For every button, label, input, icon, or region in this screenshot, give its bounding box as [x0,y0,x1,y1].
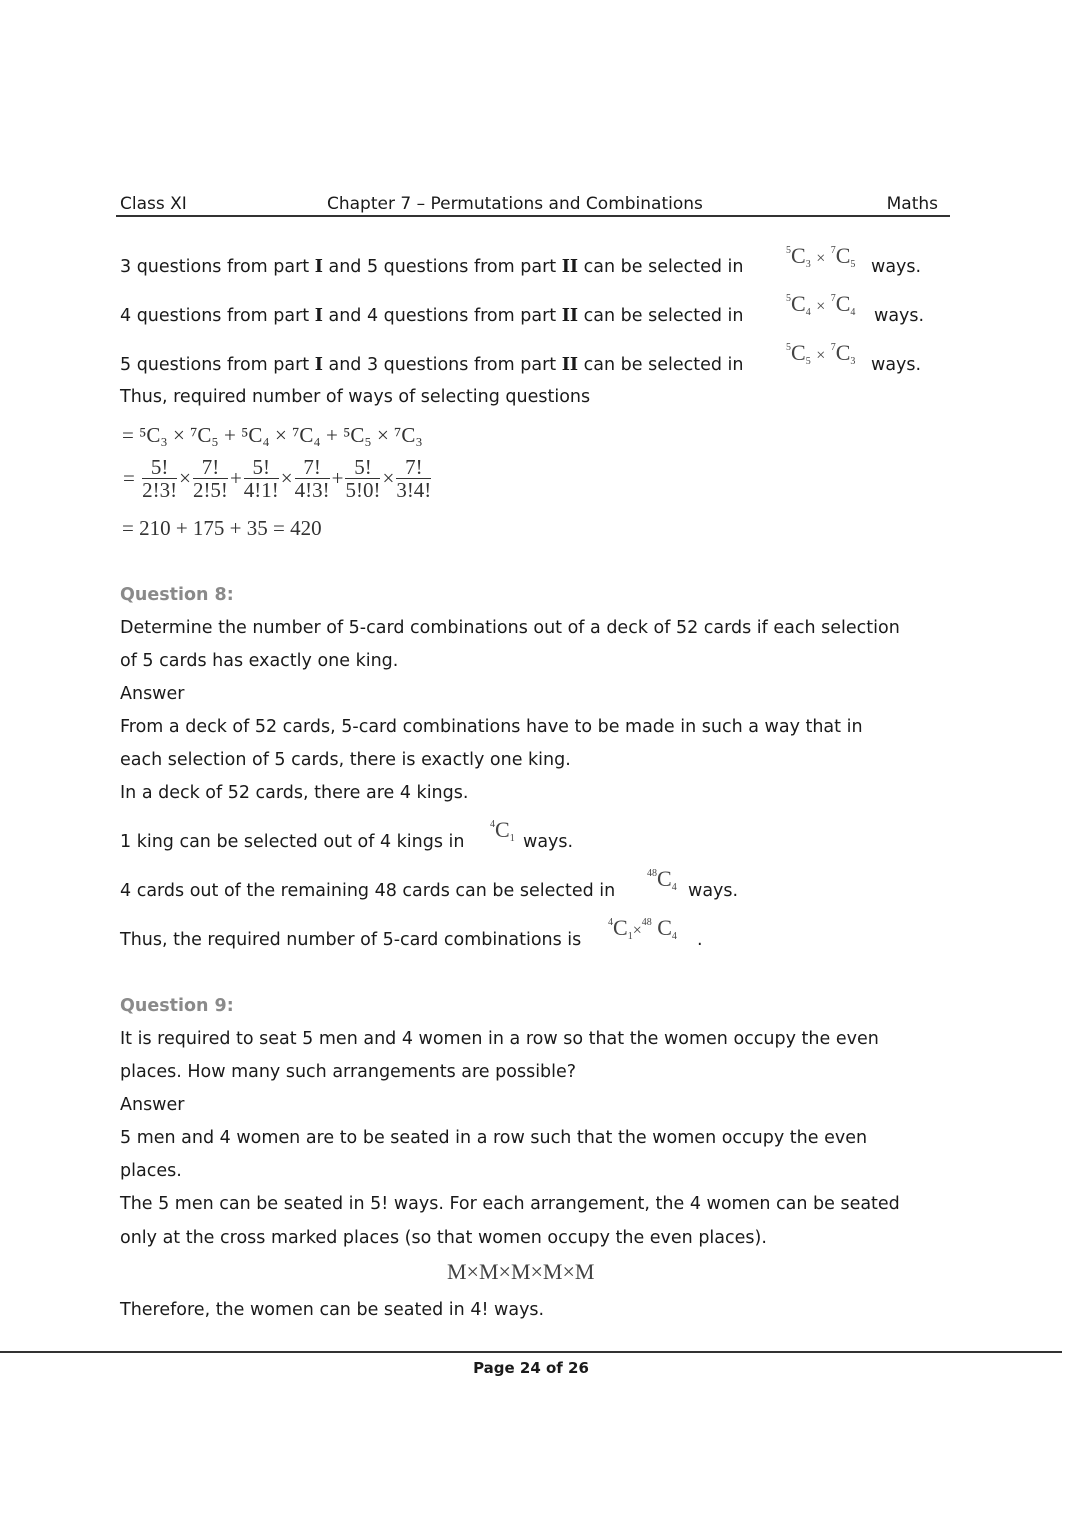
period: . [697,930,703,950]
question-9-heading: Question 9: [120,996,234,1016]
q9-answer-line-2: places. [120,1161,182,1181]
thus-line: Thus, required number of ways of selecting questions [120,387,591,407]
page-number: Page 24 of 26 [473,1359,589,1377]
q9-question-line-2: places. How many such arrangements are possible? [120,1062,577,1082]
equation-factorials: = $\frac{5!}{2!3!}$ × $\frac{7!}{2!5!}$ + $\frac{5!}{4!1!}$ × $\frac{7!}{4!3!}$ + $\frac{5!}{5!0!}$ × $\frac{7!}{3!4!}$ [123,455,432,502]
q9-question-line-1: It is required to seat 5 men and 4 women in a row so that the women occupy the even [120,1029,879,1049]
q8-answer-line-5: 4 cards out of the remaining 48 cards can be selected in [120,881,616,901]
q9-answer-line-1: 5 men and 4 women are to be seated in a row such that the women occupy the even [120,1128,868,1148]
page-header [116,193,950,217]
header-chapter: Chapter 7 – Permutations and Combinations [327,194,703,214]
combination-48c4: $^{48}C_4$ [647,866,677,893]
ways-1: ways. [871,257,922,277]
combination-4c1: $^4C_1$ [490,817,515,844]
header-class: Class XI [120,194,187,214]
q8-answer-line-6: Thus, the required number of 5-card combinations is [120,930,582,950]
seating-arrangement: M×M×M×M×M [447,1259,595,1284]
q8-answer-line-1: From a deck of 52 cards, 5-card combinations have to be made in such a way that in [120,717,863,737]
footer-divider [0,1351,1062,1353]
combination-expr-2: $^5C_4 \times ^7C_4$ [786,291,856,318]
equation-sum-combinations: = ⁵C₃ × ⁷C₅ + ⁵C₄ × ⁷C₄ + ⁵C₅ × ⁷C₃ [122,423,423,447]
combination-expr-1: $^5C_3 \times ^7C_5$ [786,243,856,270]
q8-question-line-1: Determine the number of 5-card combinations out of a deck of 52 cards if each selection [120,618,900,638]
q8-answer-line-3: In a deck of 52 cards, there are 4 kings. [120,783,469,803]
ways-4c1: ways. [523,832,574,852]
combination-product: $^4C_1\times^{48}$ $C_4$ [608,915,677,942]
ways-2: ways. [874,306,925,326]
ways-3: ways. [871,355,922,375]
q8-question-line-2: of 5 cards has exactly one king. [120,651,399,671]
q9-answer-label: Answer [120,1095,185,1115]
q8-answer-line-2: each selection of 5 cards, there is exactly one king. [120,750,571,770]
ways-48c4: ways. [688,881,739,901]
q8-answer-line-4: 1 king can be selected out of 4 kings in [120,832,465,852]
equation-result: = 210 + 175 + 35 = 420 [122,516,322,540]
q9-answer-line-4: only at the cross marked places (so that women occupy the even places). [120,1228,767,1248]
combination-expr-3: $^5C_5 \times ^7C_3$ [786,340,856,367]
header-subject: Maths [886,194,938,214]
selection-line-3: 5 questions from part I and 3 questions from part II can be selected in [120,355,744,375]
selection-line-1: 3 questions from part I and 5 questions from part II can be selected in [120,257,744,277]
q9-answer-line-5: Therefore, the women can be seated in 4! ways. [120,1300,545,1320]
question-8-heading: Question 8: [120,585,234,605]
q8-answer-label: Answer [120,684,185,704]
selection-line-2: 4 questions from part I and 4 questions from part II can be selected in [120,306,744,326]
q9-answer-line-3: The 5 men can be seated in 5! ways. For each arrangement, the 4 women can be seated [120,1194,900,1214]
